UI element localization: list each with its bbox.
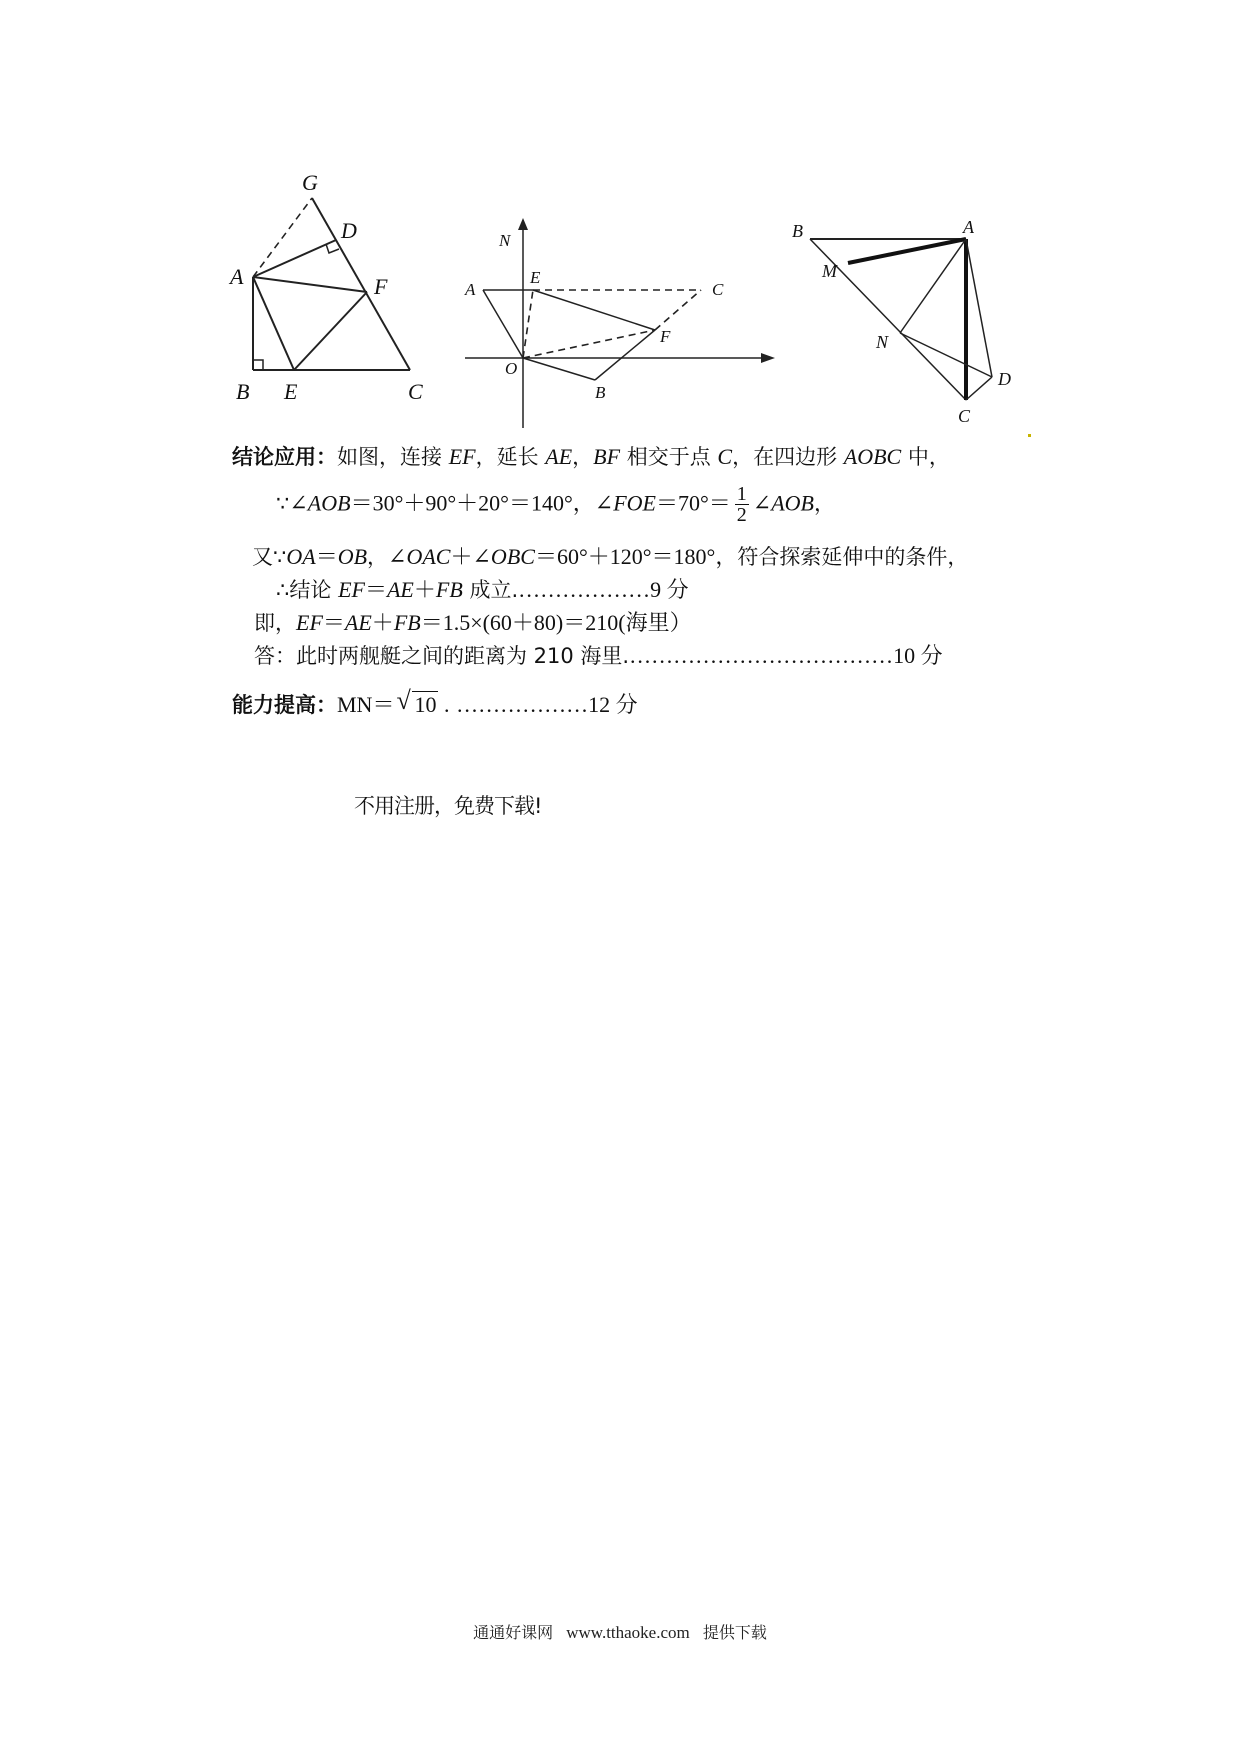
math-term: FB [435, 577, 463, 602]
fig3-label-N: N [876, 332, 889, 352]
fig2-segment-OE [523, 290, 533, 358]
text: ，在四边形 [732, 445, 838, 469]
section-heading-conclusion: 结论应用： [232, 445, 337, 469]
text: 又∵ [252, 545, 287, 569]
fig1-segment-AD [253, 240, 336, 277]
fig2-segment-BF [595, 330, 655, 380]
math-term: ∠OBC [472, 544, 535, 569]
fig3-segment-ND [900, 333, 992, 377]
math-term: AE [386, 577, 414, 602]
math-expression: ＝ [364, 577, 387, 602]
solution-line-5 [254, 606, 692, 640]
math-expression: ＝ [322, 610, 345, 635]
math-term: OB [337, 544, 368, 569]
fig2-label-E: E [530, 268, 541, 287]
fig2-arrow-north [518, 218, 528, 230]
math-term: AE [545, 444, 573, 469]
math-term: AOBC [843, 444, 902, 469]
text: 符合探索延伸中的条件， [737, 545, 969, 569]
radicand: 10 [414, 692, 437, 717]
fig2-label-F: F [660, 327, 671, 346]
math-term: EF [296, 610, 323, 635]
math-term: ∠OAC [388, 544, 451, 569]
math-term: OA [286, 544, 316, 569]
figure-1-geometry [222, 170, 432, 410]
fraction-numerator: 1 [736, 483, 747, 505]
fig1-label-B: B [236, 379, 250, 404]
fig2-arrow-east [761, 353, 775, 363]
fig1-label-G: G [302, 170, 318, 195]
page-footer [0, 1620, 1240, 1643]
answer-text: 答：此时两舰艇之间的距离为 210 海里. [254, 644, 630, 668]
fig2-segment-OF [523, 330, 655, 358]
solution-line-7 [232, 688, 638, 722]
footer-site-name: 通通好课网 [473, 1623, 554, 1642]
fig1-segment-AF [253, 277, 367, 292]
math-term: AE [344, 610, 372, 635]
math-term: ∠AOB [752, 490, 814, 516]
fig1-segment-EF [294, 292, 367, 370]
fig3-segment-AD [966, 239, 992, 377]
math-expression: ＋ [413, 577, 436, 602]
because-symbol: ∵ [276, 491, 290, 516]
fig1-segment-AG [253, 198, 312, 277]
math-term: FB [393, 610, 421, 635]
text: 成立. [462, 578, 519, 602]
math-expression: ＋ [450, 544, 473, 569]
fig1-label-E: E [284, 379, 298, 404]
square-root [396, 688, 438, 721]
text: 相交于点 [620, 445, 711, 469]
fig1-segment-CG [312, 198, 410, 370]
fig1-segment-AE [253, 277, 294, 370]
fig3-label-M: M [822, 261, 837, 281]
score-dots: ………………12 分 [456, 692, 638, 717]
footer-suffix: 提供下载 [702, 1623, 767, 1642]
footer-url-link[interactable]: www.tthaoke.com [566, 1623, 690, 1642]
fig3-segment-AN [900, 239, 966, 333]
text: 即， [254, 611, 296, 635]
fig2-segment-OB [523, 358, 595, 380]
fig2-label-O: O [505, 359, 518, 378]
fig3-label-B: B [792, 221, 803, 241]
fig3-label-A: A [963, 217, 974, 237]
fig2-segment-AO [483, 290, 523, 358]
solution-line-4 [276, 573, 689, 607]
fig2-label-B: B [595, 383, 606, 402]
fig1-label-D: D [341, 218, 357, 243]
fig3-segment-CD [966, 377, 992, 400]
math-expression: ＋ [371, 610, 394, 635]
math-term: BF [593, 444, 621, 469]
fig3-label-D: D [998, 369, 1011, 389]
fig2-label-C: C [712, 280, 724, 299]
math-term: ∠FOE [594, 490, 656, 516]
solution-line-2 [276, 484, 835, 525]
math-expression: ＝ [315, 544, 338, 569]
score-dots: ………………………………10 分 [629, 643, 943, 668]
math-expression: ＝30°＋90°＋20°＝140°， [350, 490, 595, 516]
figure-2-coordinate [455, 218, 780, 433]
text: ， [814, 491, 835, 516]
math-term: ∠AOB [289, 490, 351, 516]
fig1-right-angle-D [326, 244, 339, 253]
fig3-label-C: C [958, 406, 971, 426]
math-expression: MN＝ [337, 692, 395, 717]
fig3-segment-AM [848, 239, 966, 263]
score-dots: ………………9 分 [518, 577, 689, 602]
fig2-label-N: N [499, 231, 511, 250]
text: 如图，连接 [337, 445, 442, 469]
fig1-label-A: A [230, 264, 244, 289]
fig1-label-C: C [408, 379, 423, 404]
fraction-denominator: 2 [736, 504, 747, 526]
solution-line-3 [252, 540, 968, 574]
math-expression: ＝70°＝ [655, 490, 731, 516]
solution-line-1 [232, 440, 950, 474]
figure-2-svg [455, 218, 780, 433]
section-heading-improvement: 能力提高： [232, 693, 337, 717]
text: ， [367, 545, 389, 569]
text: ∴结论 [276, 578, 332, 602]
text: ， [572, 445, 594, 469]
math-expression: ＝60°＋120°＝180°， [534, 544, 738, 569]
fig1-right-angle-B [253, 360, 263, 370]
text: 中， [901, 445, 950, 469]
radical-sign: √ [396, 686, 411, 715]
stray-mark [1028, 434, 1031, 437]
promo-text: 不用注册，免费下载! [354, 794, 542, 818]
math-term: EF [448, 444, 476, 469]
math-expression: . [438, 692, 450, 717]
solution-line-6 [254, 639, 943, 673]
figure-3-triangle [790, 215, 1030, 430]
fig2-label-A: A [465, 280, 476, 299]
fig1-label-F: F [374, 274, 388, 299]
math-term: C [717, 444, 733, 469]
math-term: EF [338, 577, 365, 602]
fraction-one-half [735, 484, 749, 525]
text: ，延长 [475, 445, 539, 469]
fig2-segment-EF [533, 290, 655, 330]
fig2-segment-FC [655, 290, 701, 330]
figure-1-svg [222, 170, 432, 410]
figure-3-svg [790, 215, 1030, 430]
math-expression: ＝1.5×(60＋80)＝210(海里） [420, 610, 692, 635]
